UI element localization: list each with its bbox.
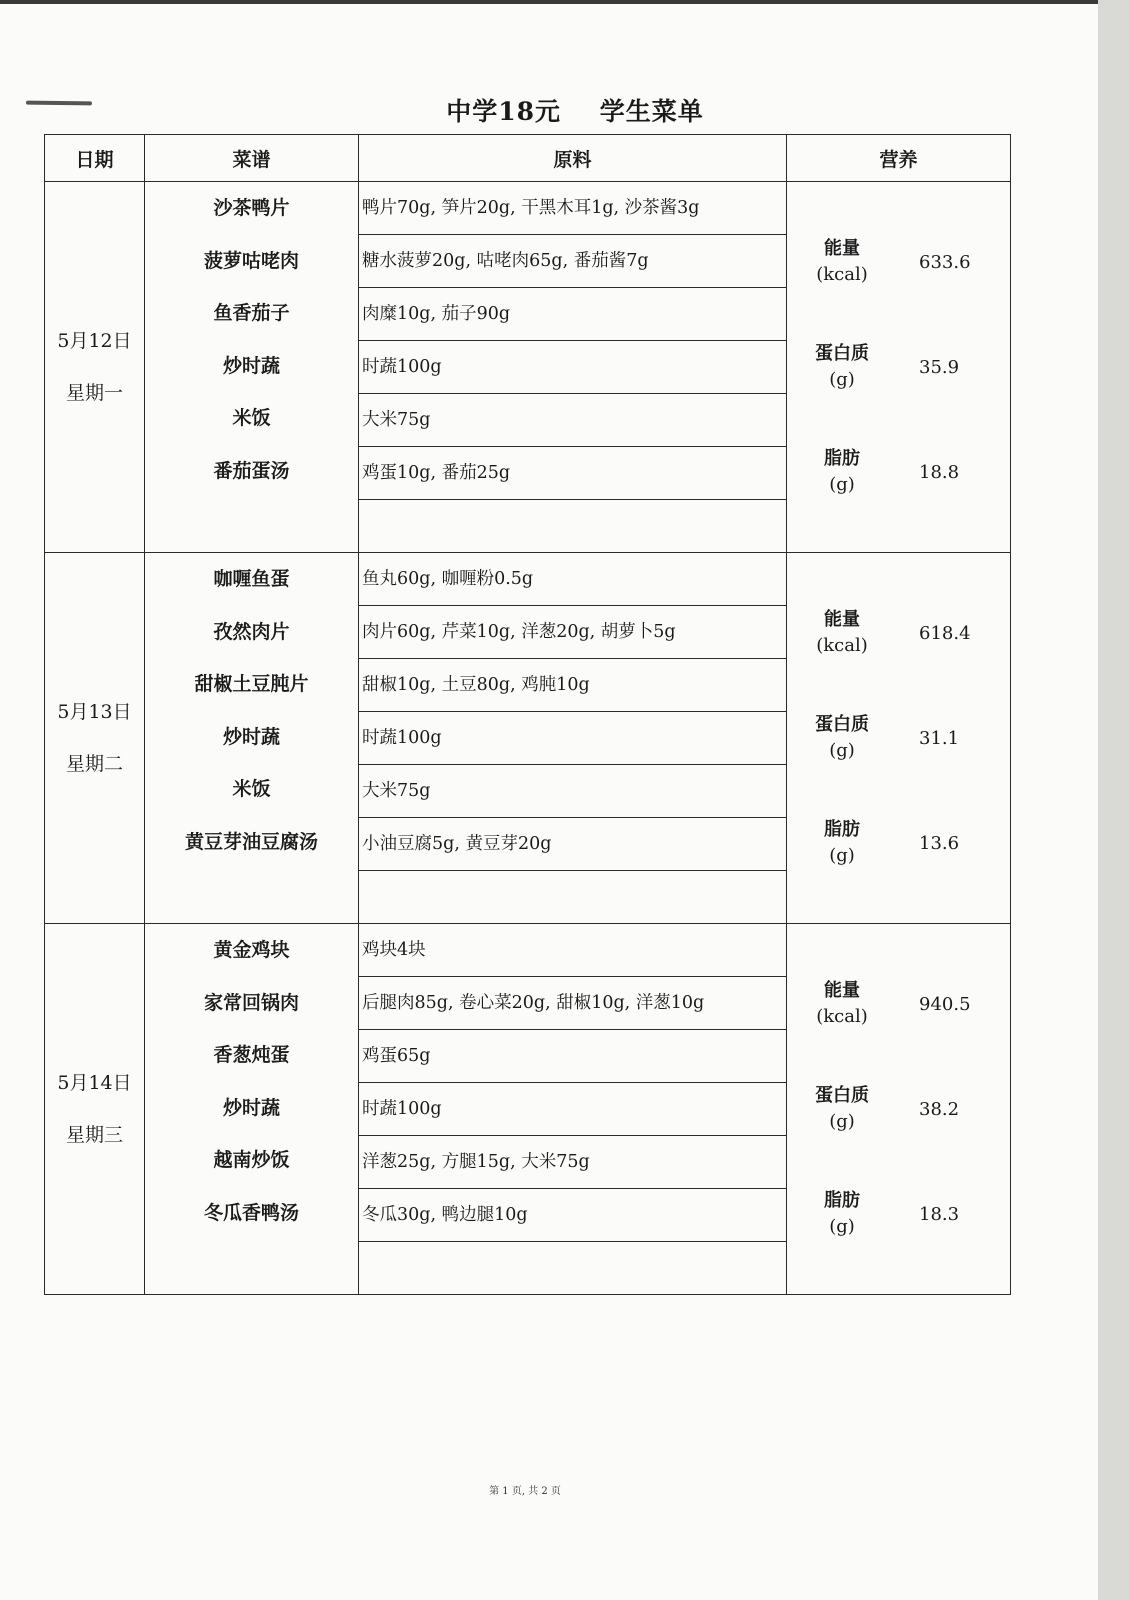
dish-name: 炒时蔬 bbox=[222, 1096, 280, 1119]
header-nutrition: 营养 bbox=[787, 135, 1011, 182]
ingredients-cell bbox=[359, 924, 787, 1295]
ingredient-line: 冬瓜30g, 鸭边腿10g bbox=[359, 1189, 786, 1242]
dish-name: 越南炒饭 bbox=[213, 1149, 290, 1171]
ingredient-line: 鸡蛋10g, 番茄25g bbox=[359, 447, 786, 500]
weekday-text: 星期一 bbox=[65, 382, 123, 404]
weekday-text: 星期二 bbox=[65, 753, 123, 775]
ingredient-line: 鸡蛋65g bbox=[359, 1030, 786, 1083]
nutrition-unit: (g) bbox=[829, 845, 855, 866]
dish-name: 孜然肉片 bbox=[213, 620, 290, 643]
ingredient-line: 小油豆腐5g, 黄豆芽20g bbox=[359, 818, 786, 871]
dish-name: 菠萝咕咾肉 bbox=[203, 249, 299, 272]
ingredient-line: 肉糜10g, 茄子90g bbox=[359, 288, 786, 341]
nutrition-label: 能量 bbox=[824, 980, 860, 1001]
nutrition-value: 633.6 bbox=[919, 251, 971, 273]
nutrition-label: 蛋白质 bbox=[815, 343, 869, 364]
nutrition-label-block bbox=[787, 341, 897, 393]
scan-background bbox=[1098, 0, 1129, 1600]
dish-name: 炒时蔬 bbox=[222, 354, 280, 377]
date-text: 5月14日 bbox=[57, 1072, 132, 1094]
dish-name: 鱼香茄子 bbox=[213, 302, 290, 324]
ingredient-line: 时蔬100g bbox=[359, 712, 786, 765]
nutrition-item bbox=[787, 686, 1010, 791]
nutrition-item bbox=[787, 1057, 1010, 1162]
nutrition-item bbox=[787, 1162, 1010, 1267]
ingredient-line: 洋葱25g, 方腿15g, 大米75g bbox=[359, 1136, 786, 1189]
nutrition-value: 38.2 bbox=[919, 1098, 960, 1120]
header-dish: 菜谱 bbox=[145, 135, 359, 182]
ingredients-cell bbox=[359, 553, 787, 924]
nutrition-label: 蛋白质 bbox=[815, 714, 869, 735]
dish-name: 咖喱鱼蛋 bbox=[213, 568, 290, 590]
nutrition-value: 18.8 bbox=[919, 461, 960, 483]
ingredient-line: 鱼丸60g, 咖喱粉0.5g bbox=[359, 553, 786, 606]
date-text: 5月12日 bbox=[57, 330, 132, 352]
ingredient-line: 大米75g bbox=[359, 394, 786, 447]
nutrition-value: 35.9 bbox=[919, 356, 960, 378]
nutrition-value: 618.4 bbox=[919, 622, 971, 644]
page-footer: 第 1 页, 共 2 页 bbox=[489, 1486, 561, 1497]
dish-name: 黄豆芽油豆腐汤 bbox=[184, 830, 318, 853]
ingredient-line: 肉片60g, 芹菜10g, 洋葱20g, 胡萝卜5g bbox=[359, 606, 786, 659]
ingredient-line: 时蔬100g bbox=[359, 341, 786, 394]
nutrition-cell bbox=[787, 182, 1011, 553]
nutrition-label: 脂肪 bbox=[824, 819, 860, 840]
ingredient-line: 甜椒10g, 土豆80g, 鸡肫10g bbox=[359, 659, 786, 712]
date-text: 5月13日 bbox=[57, 701, 132, 723]
page-title: 中学18元 学生菜单 bbox=[446, 97, 704, 126]
ingredients-cell bbox=[359, 182, 787, 553]
ingredient-line: 时蔬100g bbox=[359, 1083, 786, 1136]
ingredient-line: 糖水菠萝20g, 咕咾肉65g, 番茄酱7g bbox=[359, 235, 786, 288]
header-row bbox=[45, 135, 1011, 182]
nutrition-label: 脂肪 bbox=[824, 1190, 860, 1211]
day-date-cell bbox=[45, 182, 145, 553]
header-ingredients: 原料 bbox=[359, 135, 787, 182]
nutrition-label: 脂肪 bbox=[824, 448, 860, 469]
nutrition-unit: (g) bbox=[829, 474, 855, 495]
nutrition-unit: (g) bbox=[829, 740, 855, 761]
nutrition-unit: (g) bbox=[829, 1111, 855, 1132]
dish-name: 沙茶鸭片 bbox=[213, 197, 290, 219]
dishes-cell bbox=[145, 553, 359, 924]
nutrition-unit: (g) bbox=[829, 1216, 855, 1237]
ingredient-line: 后腿肉85g, 卷心菜20g, 甜椒10g, 洋葱10g bbox=[359, 977, 786, 1030]
day-row bbox=[45, 182, 1011, 553]
nutrition-unit: (kcal) bbox=[816, 264, 868, 285]
day-date-cell bbox=[45, 924, 145, 1295]
nutrition-value: 18.3 bbox=[919, 1203, 960, 1225]
dish-name: 番茄蛋汤 bbox=[213, 459, 290, 482]
nutrition-value: 13.6 bbox=[919, 832, 960, 854]
dishes-cell bbox=[145, 182, 359, 553]
ingredient-line: 鸭片70g, 笋片20g, 干黑木耳1g, 沙茶酱3g bbox=[359, 182, 786, 235]
day-row bbox=[45, 924, 1011, 1295]
nutrition-unit: (g) bbox=[829, 369, 855, 390]
nutrition-item bbox=[787, 952, 1010, 1057]
nutrition-item bbox=[787, 420, 1010, 525]
nutrition-unit: (kcal) bbox=[816, 1006, 868, 1027]
dish-name: 甜椒土豆肫片 bbox=[194, 673, 309, 695]
nutrition-label: 能量 bbox=[824, 238, 860, 259]
dishes-cell bbox=[145, 924, 359, 1295]
dish-name: 米饭 bbox=[232, 778, 271, 800]
dish-name: 家常回锅肉 bbox=[203, 991, 299, 1014]
day-date-cell bbox=[45, 553, 145, 924]
nutrition-item bbox=[787, 210, 1010, 315]
nutrition-label-block bbox=[787, 607, 897, 659]
nutrition-value: 31.1 bbox=[919, 727, 960, 749]
ingredient-line bbox=[359, 871, 786, 923]
nutrition-cell bbox=[787, 924, 1011, 1295]
dish-name: 黄金鸡块 bbox=[213, 939, 290, 961]
nutrition-label: 能量 bbox=[824, 609, 860, 630]
nutrition-cell bbox=[787, 553, 1011, 924]
nutrition-label-block bbox=[787, 1083, 897, 1135]
nutrition-label-block bbox=[787, 978, 897, 1030]
ingredient-line bbox=[359, 500, 786, 552]
dish-name: 香葱炖蛋 bbox=[213, 1044, 290, 1066]
nutrition-label-block bbox=[787, 446, 897, 498]
scan-edge bbox=[0, 0, 1098, 4]
weekday-text: 星期三 bbox=[65, 1124, 123, 1146]
menu-table bbox=[44, 134, 1011, 1295]
nutrition-label: 蛋白质 bbox=[815, 1085, 869, 1106]
nutrition-item bbox=[787, 315, 1010, 420]
nutrition-label-block bbox=[787, 1188, 897, 1240]
day-row bbox=[45, 553, 1011, 924]
ingredient-line bbox=[359, 1242, 786, 1294]
dish-name: 米饭 bbox=[232, 407, 271, 429]
ingredient-line: 大米75g bbox=[359, 765, 786, 818]
nutrition-label-block bbox=[787, 817, 897, 869]
header-date: 日期 bbox=[45, 135, 145, 182]
nutrition-label-block bbox=[787, 712, 897, 764]
nutrition-item bbox=[787, 581, 1010, 686]
nutrition-value: 940.5 bbox=[919, 993, 971, 1015]
ingredient-line: 鸡块4块 bbox=[359, 924, 786, 977]
nutrition-item bbox=[787, 791, 1010, 896]
dish-name: 冬瓜香鸭汤 bbox=[203, 1201, 299, 1224]
dish-name: 炒时蔬 bbox=[222, 725, 280, 748]
nutrition-label-block bbox=[787, 236, 897, 288]
nutrition-unit: (kcal) bbox=[816, 635, 868, 656]
